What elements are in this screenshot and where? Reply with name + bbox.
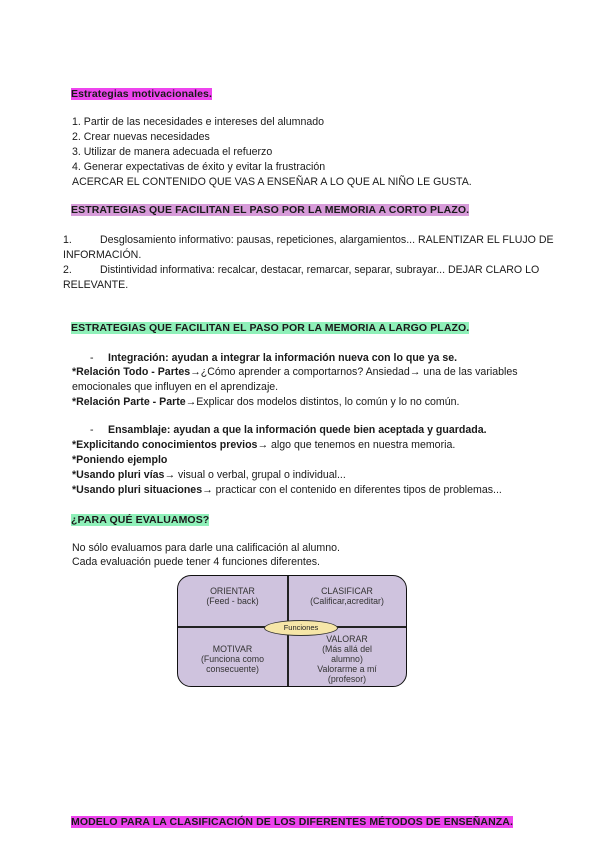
funciones-diagram xyxy=(177,575,407,687)
term-label: *Relación Todo - Partes xyxy=(72,366,191,378)
quadrant-motivar xyxy=(178,644,287,674)
term-label: *Relación Parte - Parte xyxy=(72,396,186,408)
quadrant-orientar xyxy=(178,586,287,606)
section-heading-evaluamos: ¿PARA QUÉ EVALUAMOS? xyxy=(71,514,210,526)
quadrant-subtitle: (Funciona como xyxy=(200,654,265,664)
list-item-number: 2. xyxy=(63,264,72,276)
relacion-todo-partes xyxy=(72,366,518,378)
relacion-parte-parte xyxy=(72,396,459,408)
quadrant-subtitle: (Más allá del xyxy=(322,644,372,654)
section-heading-modelo: MODELO PARA LA CLASIFICACIÓN DE LOS DIFERENTES MÉTODOS DE ENSEÑANZA. xyxy=(71,816,513,828)
quadrant-subtitle: alumno) xyxy=(331,654,363,664)
quadrant-valorar xyxy=(288,634,406,684)
section-heading-corto-plazo: ESTRATEGIAS QUE FACILITAN EL PASO POR LA MEMORIA A CORTO PLAZO. xyxy=(71,204,470,216)
quadrant-subtitle: (Feed - back) xyxy=(206,596,259,606)
pluri-vias-item xyxy=(72,469,346,481)
poniendo-ejemplo-item: *Poniendo ejemplo xyxy=(72,454,168,466)
term-description: → practicar con el contenido en diferentes tipos de problemas... xyxy=(202,484,502,496)
explicitando-item xyxy=(72,439,455,451)
paragraph-line: No sólo evaluamos para darle una calificación al alumno. xyxy=(72,542,340,554)
term-label: *Usando pluri situaciones xyxy=(72,484,203,496)
term-description: → algo que tenemos en nuestra memoria. xyxy=(257,439,456,451)
quadrant-subtitle: consecuente) xyxy=(206,664,259,674)
quadrant-title: CLASIFICAR xyxy=(321,586,373,596)
funciones-center-label: Funciones xyxy=(264,620,338,636)
quadrant-subtitle: (Calificar,acreditar) xyxy=(310,596,384,606)
list-item-continuation: RELEVANTE. xyxy=(63,279,129,291)
relacion-todo-partes-continuation: emocionales que influyen en el aprendizaje. xyxy=(72,381,279,393)
term-description: → visual o verbal, grupal o individual... xyxy=(164,469,346,481)
section-heading-largo-plazo: ESTRATEGIAS QUE FACILITAN EL PASO POR LA MEMORIA A LARGO PLAZO. xyxy=(71,322,470,334)
quadrant-subtitle: Valorarme a mí xyxy=(317,664,377,674)
term-description: →¿Cómo aprender a comportarnos? Ansiedad→ una de las variables xyxy=(190,366,518,378)
list-item-continuation: INFORMACIÓN. xyxy=(63,249,142,261)
list-item: 3. Utilizar de manera adecuada el refuerzo xyxy=(72,146,273,158)
quadrant-title: MOTIVAR xyxy=(212,644,253,654)
integracion-title: Integración: ayudan a integrar la información nueva con lo que ya se. xyxy=(108,352,458,364)
list-item: Distintividad informativa: recalcar, destacar, remarcar, separar, subrayar... DEJAR CLARO LO xyxy=(100,264,540,276)
bullet-marker: - xyxy=(90,424,94,436)
list-item-number: 1. xyxy=(63,234,72,246)
quadrant-subtitle: (profesor) xyxy=(327,674,367,684)
quadrant-title: ORIENTAR xyxy=(210,586,255,596)
paragraph-line: Cada evaluación puede tener 4 funciones diferentes. xyxy=(72,556,320,568)
term-label: *Explicitando conocimientos previos xyxy=(72,439,258,451)
quadrant-title: VALORAR xyxy=(326,634,368,644)
bullet-marker: - xyxy=(90,352,94,364)
summary-text: ACERCAR EL CONTENIDO QUE VAS A ENSEÑAR A LO QUE AL NIÑO LE GUSTA. xyxy=(72,176,472,188)
quadrant-clasificar xyxy=(288,586,406,606)
term-description: →Explicar dos modelos distintos, lo común y lo no común. xyxy=(185,396,460,408)
term-label: *Usando pluri vías xyxy=(72,469,165,481)
list-item: Desglosamiento informativo: pausas, repeticiones, alargamientos... RALENTIZAR EL FLUJO DE xyxy=(100,234,554,246)
list-item: 2. Crear nuevas necesidades xyxy=(72,131,210,143)
list-item: 1. Partir de las necesidades e intereses del alumnado xyxy=(72,116,325,128)
list-item: 4. Generar expectativas de éxito y evitar la frustración xyxy=(72,161,326,173)
pluri-situaciones-item xyxy=(72,484,502,496)
ensamblaje-title: Ensamblaje: ayudan a que la información quede bien aceptada y guardada. xyxy=(108,424,487,436)
section-heading-motivacionales: Estrategias motivacionales. xyxy=(71,88,213,100)
